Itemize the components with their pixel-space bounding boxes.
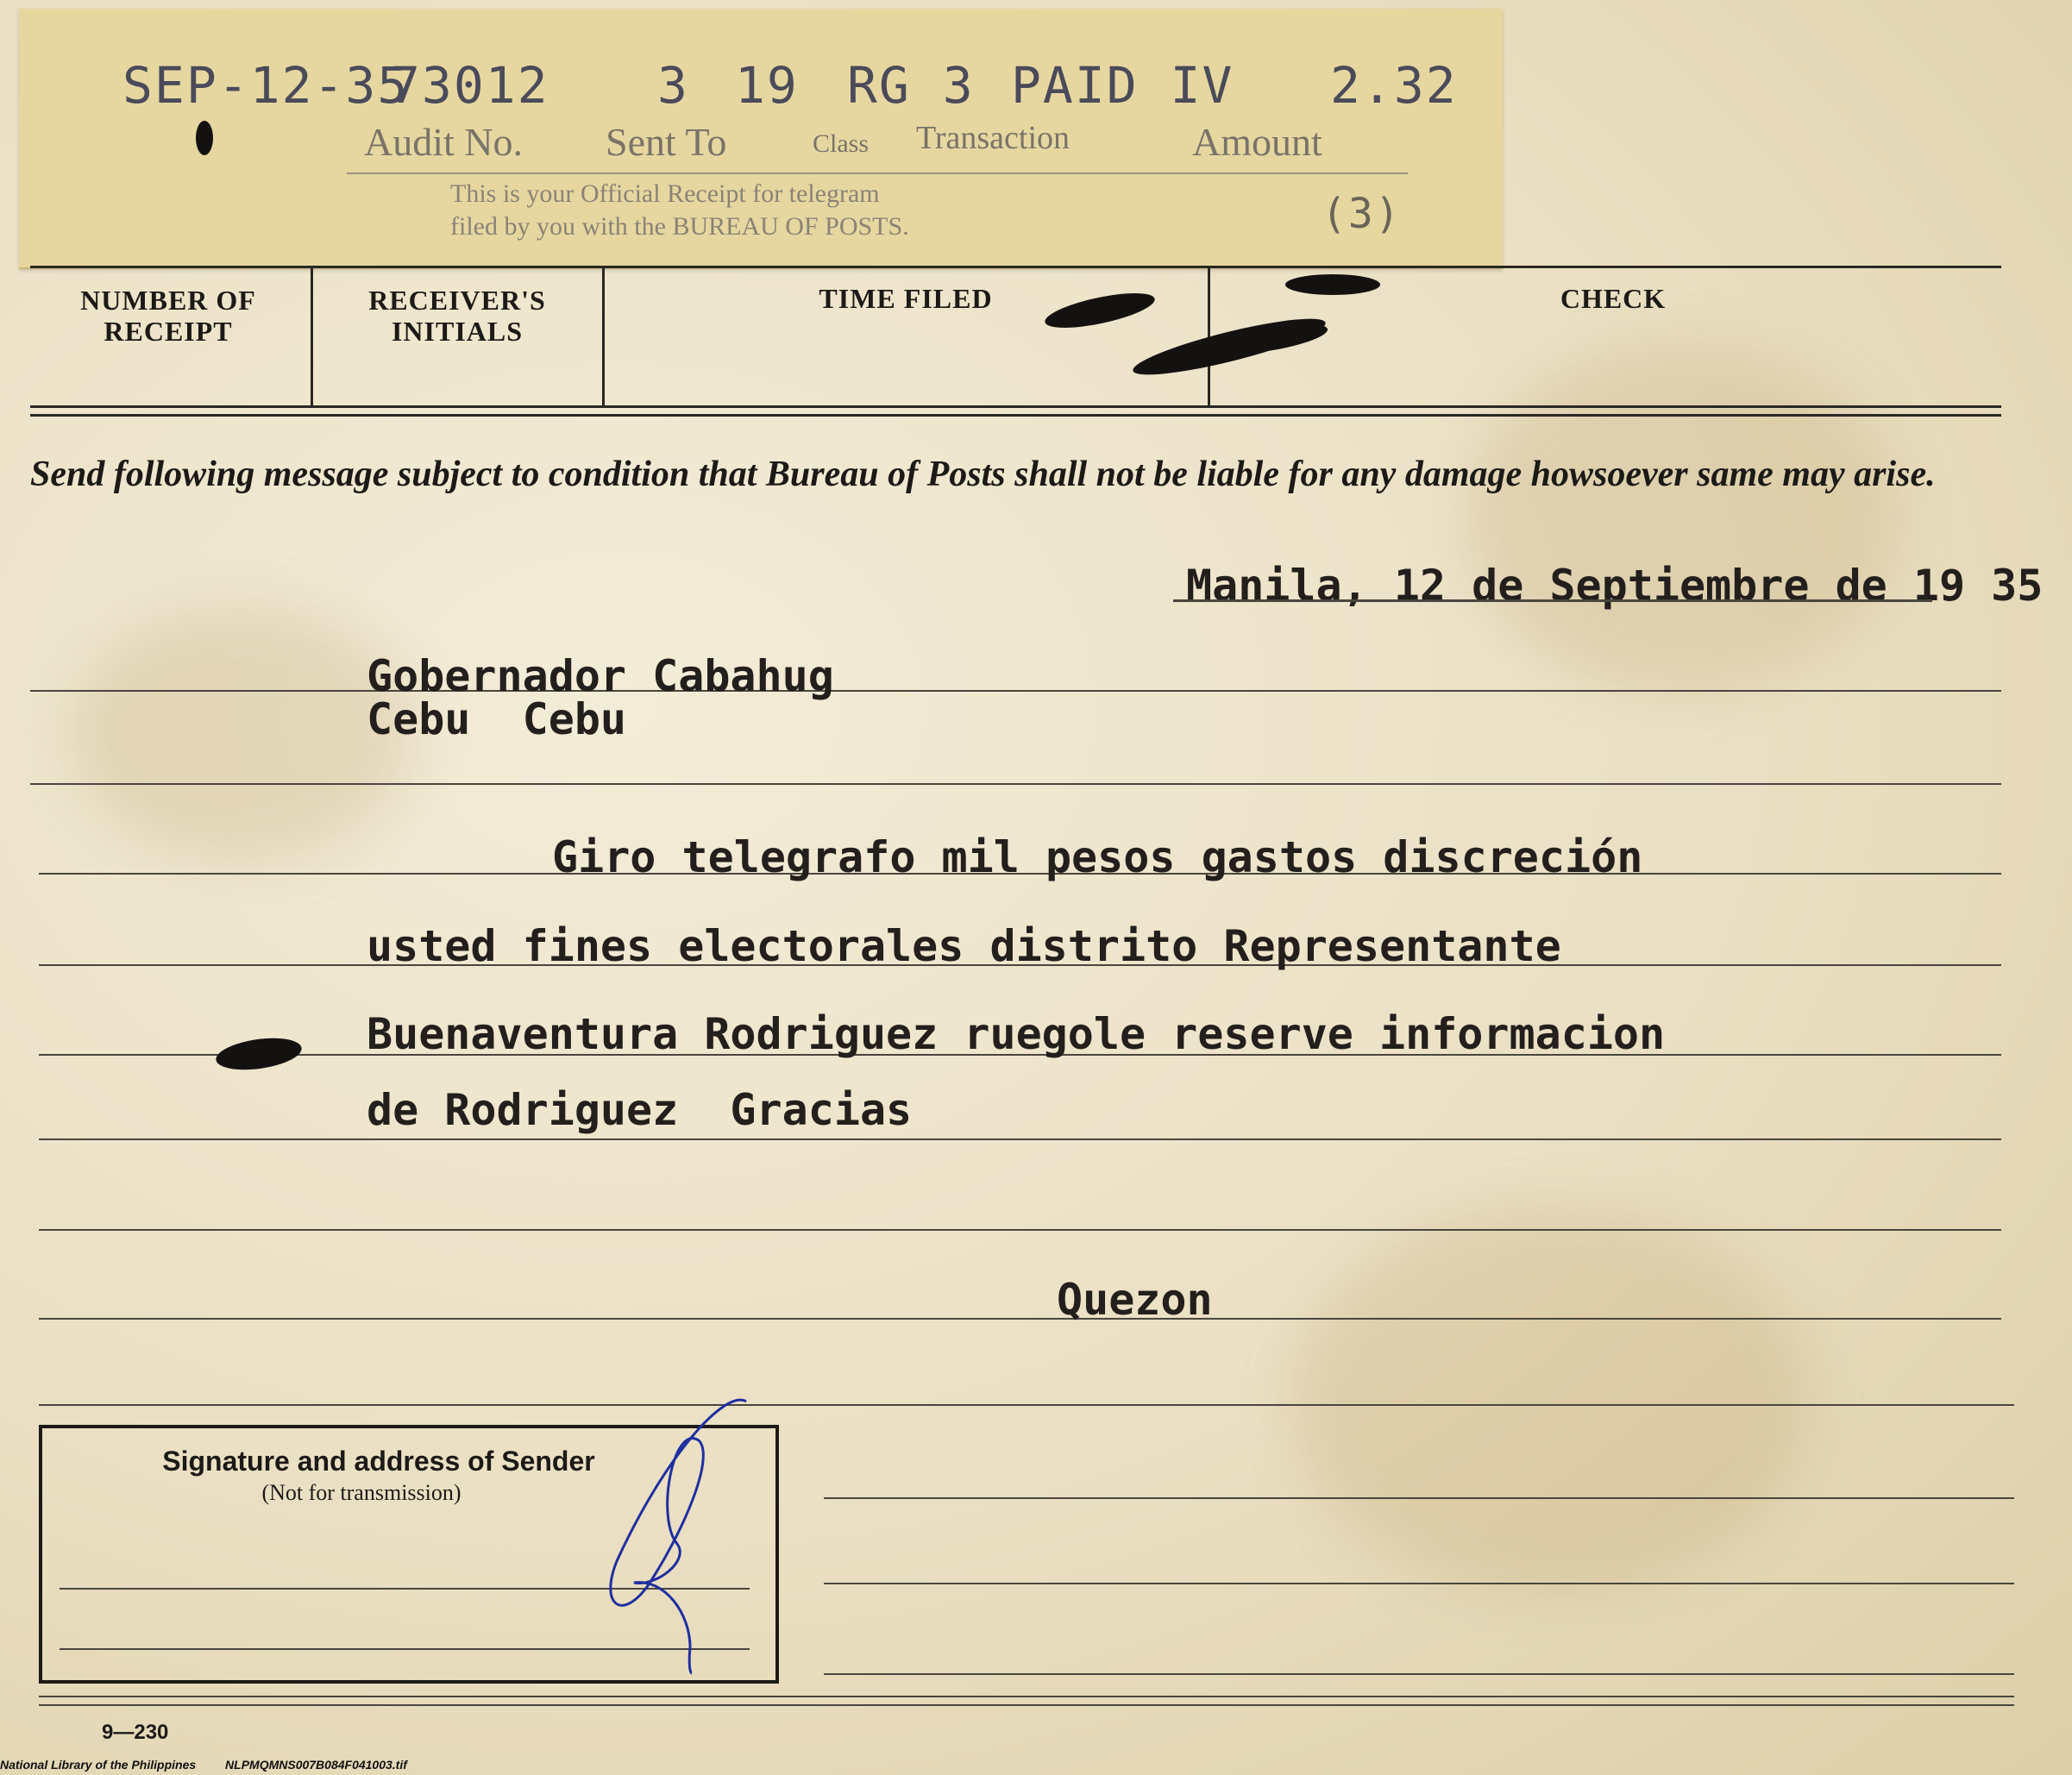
header-bottom-rule-2 [30,414,2001,417]
message-line2: usted fines electorales distrito Representante [367,921,1561,971]
column-divider [311,267,313,405]
stamp-paid: PAID IV [1011,56,1234,115]
form-rule [39,1696,2014,1697]
receipt-note-line2: filed by you with the BUREAU OF POSTS. [450,212,909,241]
paper-stain [69,604,414,862]
stamp-class: 19 [735,56,799,115]
date-line: Manila, 12 de Septiembre de 19 35 [1186,561,2044,611]
paper-stain [1466,345,1898,690]
check-label: CHECK [1560,283,1667,314]
form-rule [39,1229,2001,1231]
sender-box-title: Signature and address of Sender [162,1446,595,1477]
form-rule [39,1404,2014,1406]
column-audit-no: Audit No. [364,120,523,164]
form-rule [39,1138,2001,1140]
receipt-note-line1: This is your Official Receipt for telegram [450,179,880,208]
addressee-line1: Gobernador Cabahug [367,651,834,701]
form-rule [30,783,2001,785]
handwritten-signature [595,1389,768,1682]
stamp-date: SEP-12-35 [122,56,410,115]
form-number: 9—230 [102,1721,169,1744]
archive-footer [0,1758,433,1772]
sender-box-note: (Not for transmission) [261,1480,461,1505]
form-rule [824,1497,2014,1499]
column-divider [602,267,605,405]
footer-file-id: NLPMQMNS007B084F041003.tif [225,1758,407,1772]
footer-institution: National Library of the Philippines [0,1758,197,1772]
signoff-name: Quezon [1057,1275,1213,1325]
receipt-rule [347,172,1408,174]
message-line1: Giro telegrafo mil pesos gastos discreción [552,832,1643,882]
column-sent-to: Sent To [606,120,727,164]
receipt-count: (3) [1322,190,1402,238]
form-rule [824,1583,2014,1584]
stamp-sent: 3 [657,56,689,115]
time-filed-label: TIME FILED [819,283,993,314]
form-rule [39,1318,2001,1320]
ink-blot [196,121,213,155]
addressee-line2: Cebu Cebu [367,694,627,744]
column-amount: Amount [1192,120,1322,164]
header-top-rule [30,266,2001,268]
stamp-audit-number: 73012 [390,56,549,115]
form-rule [824,1673,2014,1675]
message-line3: Buenaventura Rodriguez ruegole reserve informacion [367,1009,1666,1059]
date-rule [1173,599,1932,602]
stamp-transaction: RG 3 [847,56,975,115]
condition-text: Send following message subject to condition that Bureau of Posts shall not be liable for any damage howsoever same may arise. [30,455,1936,494]
column-transaction: Transaction [916,120,1071,156]
number-of-receipt-label: NUMBER OF RECEIPT [80,285,256,347]
receivers-initials-label: RECEIVER'S INITIALS [368,285,546,347]
form-rule [30,690,2001,692]
stamp-amount: 2.32 [1330,56,1458,115]
official-receipt-label [19,9,1503,269]
column-class: Class [813,129,870,158]
form-rule [39,1704,2014,1706]
paper-stain [1294,1207,1811,1596]
ink-smudge [1285,274,1380,295]
message-line4: de Rodriguez Gracias [367,1085,913,1135]
ink-blot [214,1033,304,1075]
header-bottom-rule [30,405,2001,408]
